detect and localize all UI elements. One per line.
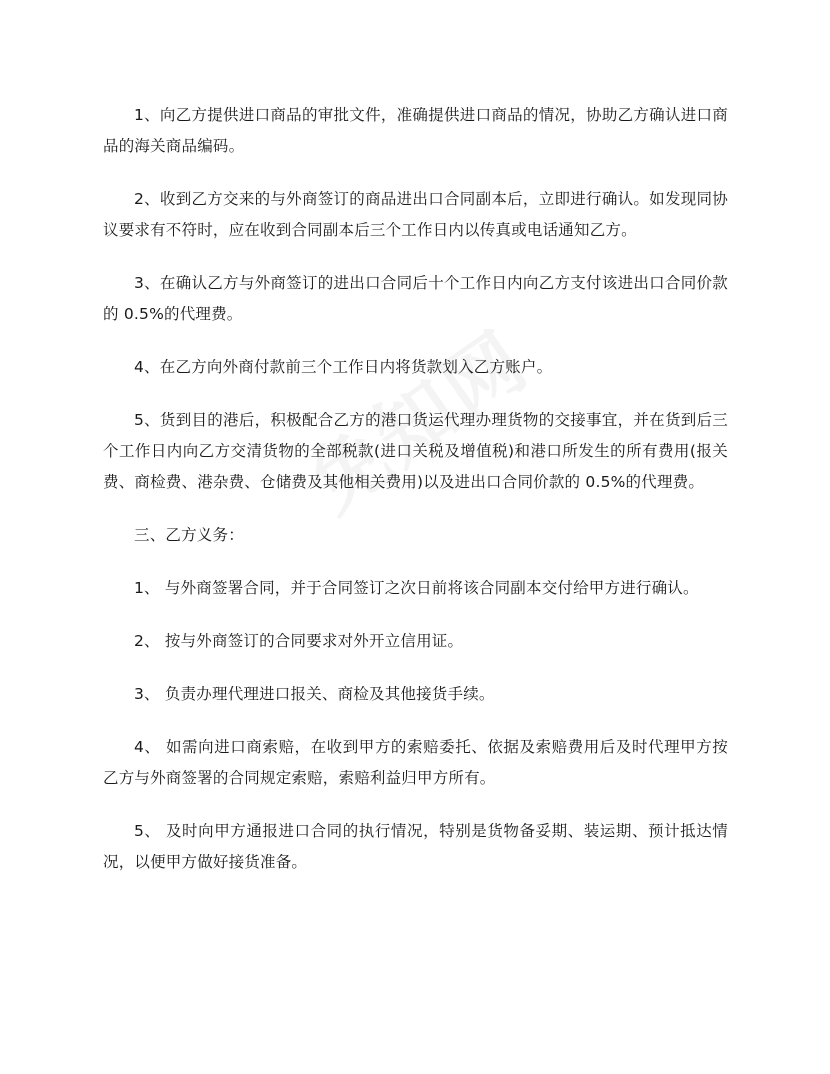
paragraph-party-b-obligation-4: 4、 如需向进口商索赔，在收到甲方的索赔委托、依据及索赔费用后及时代理甲方按乙方与外商签署的合同规定索赔，索赔利益归甲方所有。 — [103, 738, 728, 787]
paragraph-party-a-obligation-1: 1、向乙方提供进口商品的审批文件，准确提供进口商品的情况，协助乙方确认进口商品的海关商品编码。 — [103, 106, 728, 155]
paragraph-party-b-obligation-2: 2、 按与外商签订的合同要求对外开立信用证。 — [134, 632, 464, 650]
paragraph-party-b-obligation-3: 3、 负责办理代理进口报关、商检及其他接货手续。 — [134, 685, 495, 703]
paragraph-party-a-obligation-3: 3、在确认乙方与外商签订的进出口合同后十个工作日内向乙方支付该进出口合同价款的 0.5%的代理费。 — [103, 274, 728, 323]
section-heading-party-b-obligations: 三、乙方义务： — [134, 526, 244, 544]
paragraph-party-b-obligation-5: 5、 及时向甲方通报进口合同的执行情况，特别是货物备妥期、装运期、预计抵达情况，以便甲方做好接货准备。 — [103, 822, 728, 871]
paragraph-party-b-obligation-1: 1、 与外商签署合同，并于合同签订之次日前将该合同副本交付给甲方进行确认。 — [134, 579, 699, 597]
paragraph-party-a-obligation-5: 5、货到目的港后，积极配合乙方的港口货运代理办理货物的交接事宜，并在货到后三个工作日内向乙方交清货物的全部税款(进口关税及增值税)和港口所发生的所有费用(报关费、商检费、港杂费、仓储费及其他相关费用)以及进出口合同价款的 0.5%的代理费。 — [103, 411, 728, 491]
paragraph-party-a-obligation-2: 2、收到乙方交来的与外商签订的商品进出口合同副本后，立即进行确认。如发现同协议要求有不符时，应在收到合同副本后三个工作日内以传真或电话通知乙方。 — [103, 190, 728, 239]
paragraph-party-a-obligation-4: 4、在乙方向外商付款前三个工作日内将货款划入乙方账户。 — [134, 358, 553, 376]
document-body — [103, 100, 728, 900]
